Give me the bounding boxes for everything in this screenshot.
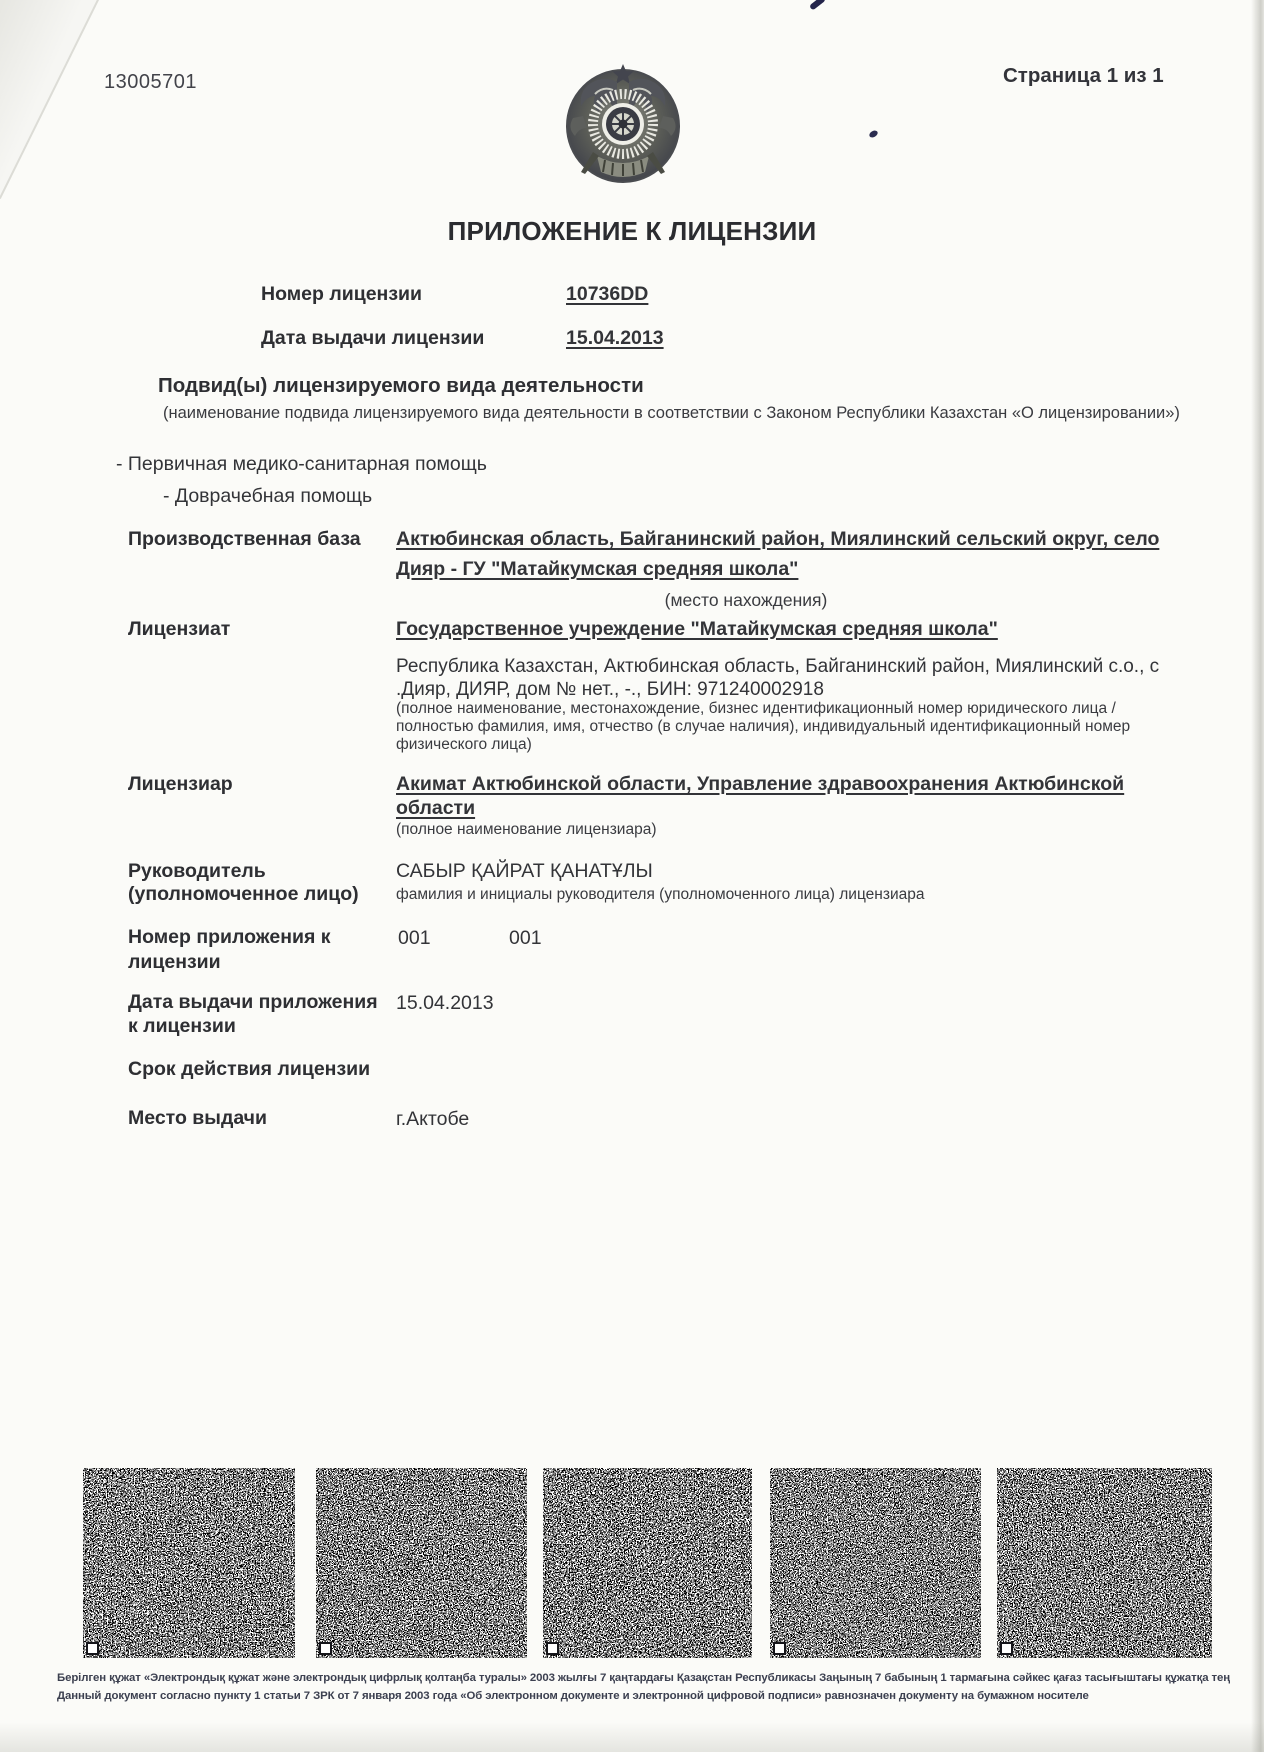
signature-barcode-block-3 — [543, 1468, 752, 1658]
subtype-item: - Первичная медико-санитарная помощь — [116, 453, 487, 475]
production-base-label: Производственная база — [128, 528, 361, 550]
doc-number: 13005701 — [104, 71, 197, 93]
appendix-number-label: лицензии — [128, 951, 221, 973]
licensee-note: полностью фамилия, имя, отчество (в случае наличия), индивидуальный идентификационный номер — [396, 718, 1131, 735]
licensee-label: Лицензиат — [128, 618, 231, 640]
footer-line-kazakh: Берілген құжат «Электрондық құжат және электрондық цифрлық қолтаңба туралы» 2003 жылғы 7 қаңтардағы Қазақстан Республикасы Заңының 7 бабының 1 тармағына сәйкес қағаз тасығыштағы құжатқа тең — [57, 1672, 1231, 1684]
licensor-label: Лицензиар — [128, 773, 233, 795]
validity-label: Срок действия лицензии — [128, 1058, 371, 1080]
issue-place-value: г.Актобе — [396, 1108, 470, 1130]
production-base-value: Дияр - ГУ "Матайкумская средняя школа" — [396, 558, 799, 580]
licensee-address: .Дияр, ДИЯР, дом № нет., -., БИН: 971240002918 — [396, 679, 824, 700]
footer-line-russian: Данный документ согласно пункту 1 статьи 7 ЗРК от 7 января 2003 года «Об электронном документе и электронной цифровой подписи» равнозначен документу на бумажном носителе — [57, 1690, 1089, 1702]
head-note: фамилия и инициалы руководителя (уполномоченного лица) лицензиара — [396, 886, 925, 903]
licensee-address: Республика Казахстан, Актюбинская область, Байганинский район, Миялинский с.о., с — [396, 656, 1160, 677]
license-date-value: 15.04.2013 — [566, 327, 664, 349]
licensor-value: Акимат Актюбинской области, Управление здравоохранения Актюбинской — [396, 773, 1125, 795]
page-indicator: Страница 1 из 1 — [1003, 64, 1164, 87]
head-label: Руководитель — [128, 860, 266, 882]
licensor-note: (полное наименование лицензиара) — [396, 821, 657, 838]
licensee-value: Государственное учреждение "Матайкумская средняя школа" — [396, 618, 998, 640]
license-number-value: 10736DD — [566, 283, 649, 305]
signature-barcode-block-1 — [83, 1468, 295, 1658]
signature-barcode-block-4 — [770, 1468, 981, 1658]
licensor-value: области — [396, 797, 476, 819]
signature-barcode-block-5 — [997, 1468, 1212, 1658]
appendix-date-label: к лицензии — [128, 1015, 236, 1037]
signature-barcode-block-2 — [316, 1468, 527, 1658]
right-edge-shadow — [1251, 0, 1264, 1752]
appendix-number-label: Номер приложения к — [128, 926, 331, 948]
subtypes-note: (наименование подвида лицензируемого вида деятельности в соответствии с Законом Республики Казахстан «О лицензировании») — [163, 404, 1180, 422]
production-base-value: Актюбинская область, Байганинский район, Миялинский сельский округ, село — [396, 528, 1160, 550]
pen-mark — [809, 0, 826, 11]
licensee-note: (полное наименование, местонахождение, бизнес идентификационный номер юридического лица / — [396, 700, 1116, 717]
production-base-note: (место нахождения) — [664, 590, 828, 610]
issue-place-label: Место выдачи — [128, 1107, 267, 1129]
document-title: ПРИЛОЖЕНИЕ К ЛИЦЕНЗИИ — [447, 216, 817, 246]
appendix-number-value: 001 — [398, 927, 431, 949]
license-date-label: Дата выдачи лицензии — [261, 327, 485, 349]
appendix-date-value: 15.04.2013 — [396, 992, 494, 1014]
subtypes-heading: Подвид(ы) лицензируемого вида деятельности — [158, 374, 644, 397]
appendix-number-value: 001 — [509, 927, 542, 949]
kazakhstan-emblem-icon — [563, 60, 683, 192]
licensee-note: физического лица) — [396, 736, 532, 753]
subtype-item: - Доврачебная помощь — [163, 485, 373, 507]
ink-dot — [868, 129, 879, 139]
bottom-edge-shadow — [0, 1722, 1264, 1752]
head-value: САБЫР ҚАЙРАТ ҚАНАТҰЛЫ — [396, 860, 653, 882]
license-number-label: Номер лицензии — [261, 283, 422, 305]
appendix-date-label: Дата выдачи приложения — [128, 991, 378, 1013]
head-label: (уполномоченное лицо) — [128, 883, 359, 905]
